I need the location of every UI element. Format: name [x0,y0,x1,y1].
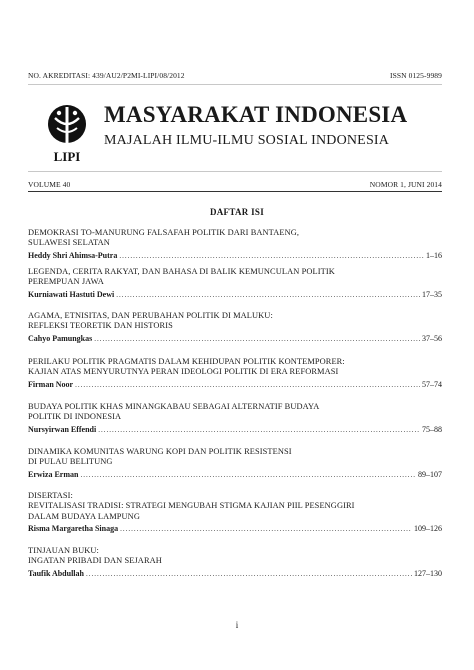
entry-title: DINAMIKA KOMUNITAS WARUNG KOPI DAN POLITIK RESISTENSI DI PULAU BELITUNG [28,447,292,467]
entry-title: TINJAUAN BUKU: INGATAN PRIBADI DAN SEJARAH [28,546,162,566]
toc-entry[interactable] [28,402,442,436]
leader-dots [120,523,412,535]
entry-title: BUDAYA POLITIK KHAS MINANGKABAU SEBAGAI ALTERNATIF BUDAYA POLITIK DI INDONESIA [28,402,320,422]
toc-entry[interactable] [28,311,442,345]
toc-heading: DAFTAR ISI [209,207,265,217]
leader-dots [80,469,416,481]
issue-number-date: NOMOR 1, JUNI 2014 [369,180,442,189]
entry-title: PERILAKU POLITIK PRAGMATIS DALAM KEHIDUPAN POLITIK KONTEMPORER: KAJIAN ATAS MENYURUTNYA PERAN IDEOLOGI POLITIK DI ERA REFORMASI [28,357,345,377]
entry-pages: 57–74 [422,379,442,389]
leader-dots [75,379,420,391]
accreditation-number: NO. AKREDITASI: 439/AU2/P2MI-LIPI/08/2012 [28,71,185,80]
lipi-logo-text: LIPI [53,149,81,164]
entry-author: Kurniawati Hastuti Dewi [28,289,115,299]
entry-pages: 1–16 [426,250,442,260]
entry-pages: 37–56 [422,333,442,343]
volume-label: VOLUME 40 [28,180,71,189]
entry-author: Taufik Abdullah [28,568,84,578]
leader-dots [94,333,420,345]
entry-title: DEMOKRASI TO-MANURUNG FALSAFAH POLITIK DARI BANTAENG, SULAWESI SELATAN [28,228,300,248]
issn-number: ISSN 0125-9989 [389,71,442,80]
leader-dots [116,289,420,301]
toc-entry[interactable] [28,267,442,301]
entry-author: Heddy Shri Ahimsa-Putra [28,250,118,260]
entry-pages: 127–130 [414,568,442,578]
entry-author: Nursyirwan Effendi [28,424,97,434]
issue-divider [28,191,442,192]
leader-dots [98,424,420,436]
leader-dots [119,250,424,262]
entry-pages: 75–88 [422,424,442,434]
entry-title: DISERTASI: REVITALISASI TRADISI: STRATEGI MENGUBAH STIGMA KAJIAN PIIL PESENGGIRI DALAM BUDAYA LAMPUNG [28,491,355,521]
magazine-title: MASYARAKAT INDONESIA [104,102,408,127]
entry-title: LEGENDA, CERITA RAKYAT, DAN BAHASA DI BALIK KEMUNCULAN POLITIK PEREMPUAN JAWA [28,267,335,287]
entry-author: Risma Margaretha Sinaga [28,524,119,534]
entry-pages: 89–107 [418,469,442,479]
toc-entry[interactable] [28,228,442,262]
entry-author: Erwiza Erman [28,469,79,479]
page-number: i [235,620,239,630]
toc-entry[interactable] [28,546,442,580]
toc-entry[interactable] [28,357,442,391]
entry-pages: 17–35 [422,289,442,299]
entry-author: Firman Noor [28,379,74,389]
lipi-logo-icon [40,98,94,166]
entry-pages: 109–126 [414,524,442,534]
toc-entry[interactable] [28,491,442,535]
entry-author: Cahyo Pamungkas [28,333,93,343]
magazine-subtitle: MAJALAH ILMU-ILMU SOSIAL INDONESIA [104,133,390,148]
entry-title: AGAMA, ETNISITAS, DAN PERUBAHAN POLITIK DI MALUKU: REFLEKSI TEORETIK DAN HISTORIS [28,311,273,331]
toc-entry[interactable] [28,447,442,481]
leader-dots [86,568,412,580]
